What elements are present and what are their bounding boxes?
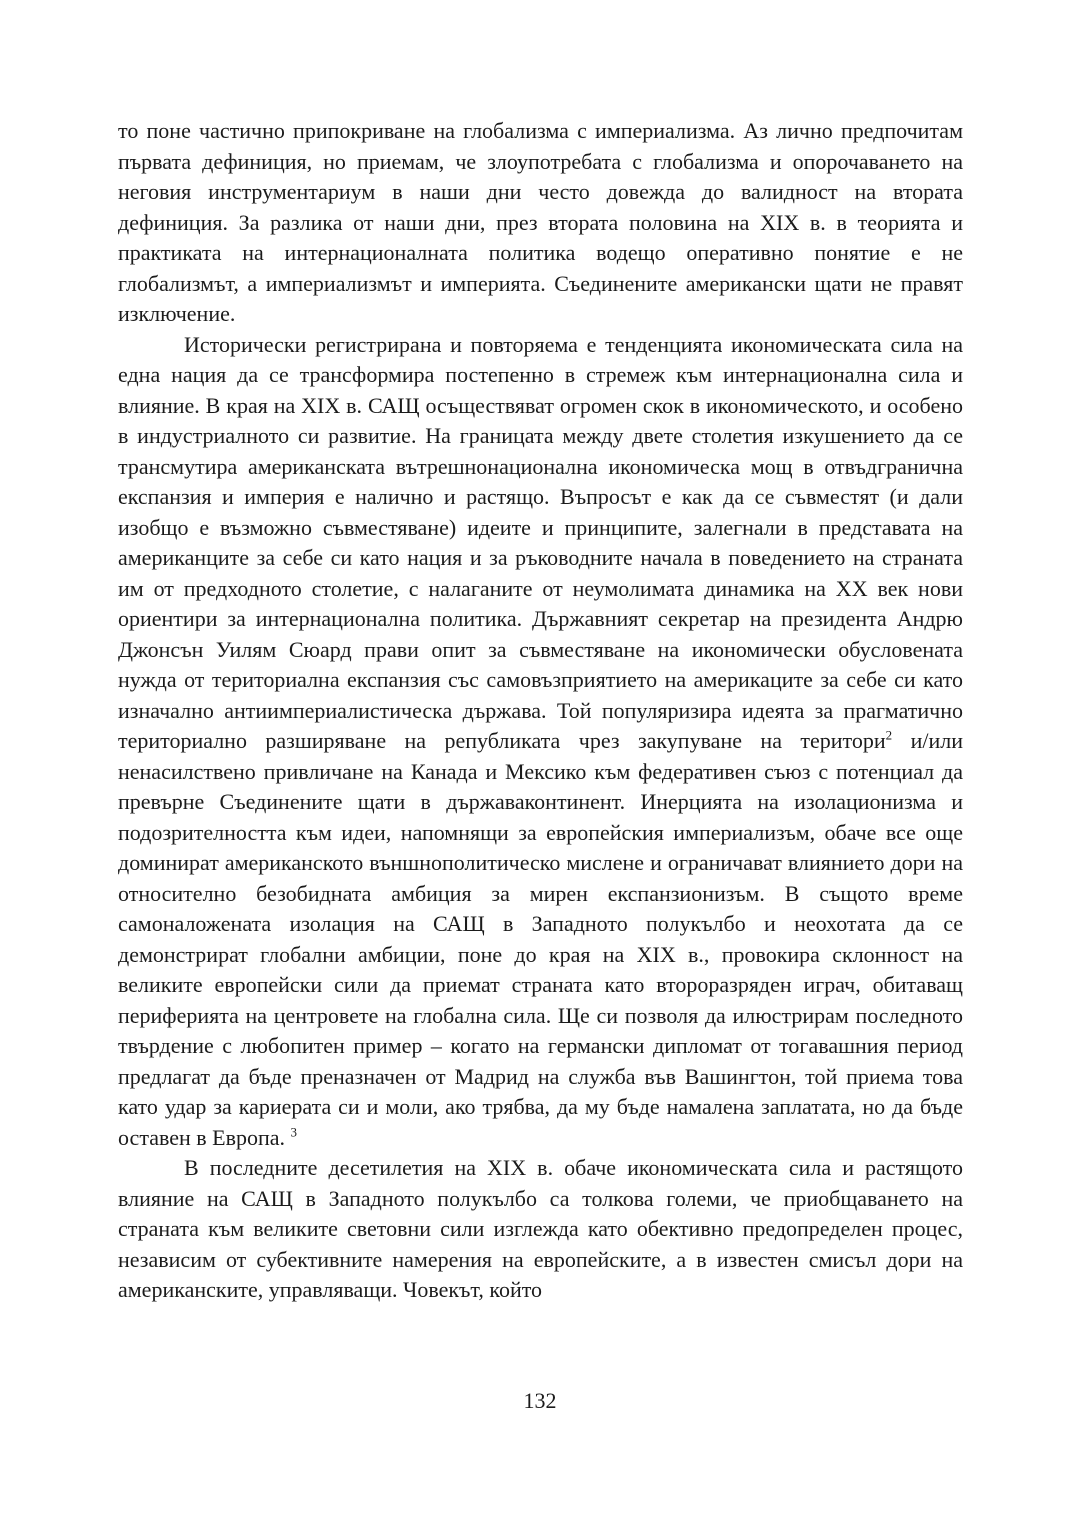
body-text	[118, 116, 963, 1306]
paragraph-3: В последните десетилетия на XIX в. обаче икономическата сила и растящото влияние на САЩ в Западното полукълбо са толкова големи, че приобщаването на страната към великите световни сили изглежда като обективно предопределен процес, независим от субективните намерения на европейските, а в известен смисъл дори на американските, управляващи. Човекът, който	[118, 1155, 963, 1302]
paragraph-1: то поне частично припокриване на глобализма с империализма. Аз лично предпочитам първата дефиниция, но приемам, че злоупотребата с глобализма и опорочаването на неговия инструментариум в наши дни често довежда до валидност на втората дефиниция. За разлика от наши дни, през втората половина на XIX в. в теорията и практиката на интернационалната политика водещо оперативно понятие е не глобализмът, а империализмът и империята. Съединените американски щати не правят изключение.	[118, 118, 963, 326]
paragraph-2-text-part-2: и/или ненасилствено привличане на Канада и Мексико към федеративен съюз с потенциал да превърне Съединените щати в държаваконтинент. Инерцията на изолационизма и подозрителността към идеи, напомнящи за европейския империализъм, обаче все още доминират американското външнополитическо мислене и ограничават влиянието дори на относително безобидната амбиция за мирен експанзионизъм. В същото време самоналожената изолация на САЩ в Западното полукълбо и неохотата да се демонстрират глобални амбиции, поне до края на XIX в., провокира склонност на великите европейски сили да приемат страната като второразряден играч, обитаващ периферията на центровете на глобална сила. Ще си позволя да илюстрирам последното твърдение с любопитен пример – когато на германски дипломат от тогавашния период предлагат да бъде преназначен от Мадрид на служба във Вашингтон, той приема това като удар за кариерата си и моли, ако трябва, да му бъде намалена заплатата, но да бъде оставен в Европа.	[118, 728, 963, 1150]
paragraph-2-text-part-1: Исторически регистрирана и повторяема е тенденцията икономическата сила на една нация да се трансформира постепенно в стремеж към интернационална сила и влияние. В края на XIX в. САЩ осъществяват огромен скок в икономическото, и особено в индустриалното си развитие. На границата между двете столетия изкушението да се трансмутира американската вътрешнонационална икономическа мощ в отвъдгранична експанзия и империя е налично и растящо. Въпросът е как да се съвместят (и дали изобщо е възможно съвместяване) идеите и принципите, залегнали в представата на американците за себе си като нация и за ръководните начала в поведението на страната им от предходното столетие, с налаганите от неумолимата динамика на XX век нови ориентири за интернационална политика. Държавният секретар на президента Андрю Джонсън Уилям Сюард прави опит за съвместяване на икономически обусловената нужда от териториална експанзия със самовъзприятието на америкаците за себе си като изначално антиимпериалистическа държава. Той популяризира идеята за прагматично териториално разширяване на републиката чрез закупуване на територи	[118, 331, 963, 753]
paragraph-2	[118, 330, 963, 1154]
footnote-reference-2[interactable]: 2	[885, 727, 893, 743]
footnote-reference-3[interactable]: 3	[290, 1124, 298, 1140]
page-number: 132	[523, 1388, 557, 1413]
